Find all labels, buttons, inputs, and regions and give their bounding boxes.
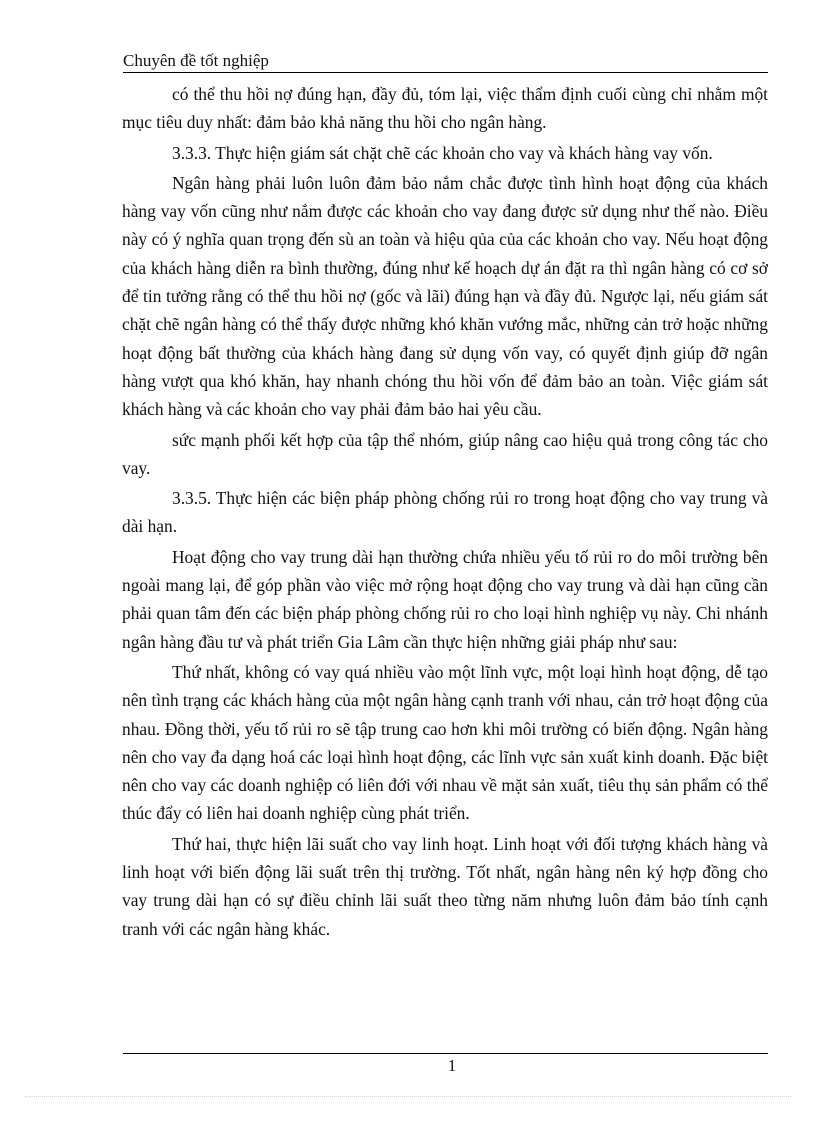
footer-divider	[123, 1053, 768, 1054]
paragraph-intro-continuation: có thể thu hồi nợ đúng hạn, đầy đủ, tóm lại, việc thẩm định cuối cùng chỉ nhằm một mục tiêu duy nhất: đảm bảo khả năng thu hồi cho ngân hàng.	[122, 84, 768, 133]
section-heading-3-3-5: 3.3.5. Thực hiện các biện pháp phòng chống rủi ro trong hoạt động cho vay trung và dài hạn.	[122, 488, 768, 537]
paragraph-monitoring: Ngân hàng phải luôn luôn đảm bảo nắm chắc được tình hình hoạt động của khách hàng vay vốn cũng như nắm được các khoản cho vay đang được sử dụng như thế nào. Điều này có ý nghĩa quan trọng đến sù an toàn và hiệu qủa của các khoản cho vay. Nếu hoạt động của khách hàng diễn ra bình thường, đúng như kế hoạch dự án đặt ra thì ngân hàng có cơ sở để tin tưởng rằng có thể thu hồi nợ (gốc và lãi) đúng hạn và đầy đủ. Ngược lại, nếu giám sát chặt chẽ ngân hàng có thể thấy được những khó khăn vướng mắc, những cản trở hoặc những hoạt động bất thường của khách hàng đang sử dụng vốn vay, có quyết định giúp đỡ ngân hàng vượt qua khó khăn, hay nhanh chóng thu hồi vốn để đảm bảo an toàn. Việc giám sát khách hàng và các khoản cho vay phải đảm bảo hai yêu cầu.	[122, 172, 768, 420]
header-title: Chuyên đề tốt nghiệp	[123, 51, 269, 70]
page-number: 1	[447, 1056, 457, 1075]
page-edge-divider	[25, 1096, 791, 1097]
paragraph-teamwork: sức mạnh phối kết hợp của tập thể nhóm, giúp nâng cao hiệu quả trong công tác cho vay.	[122, 429, 768, 478]
document-body	[122, 80, 768, 945]
paragraph-first-measure: Thứ nhất, không có vay quá nhiều vào một lĩnh vực, một loại hình hoạt động, dễ tạo nên tình trạng các khách hàng của một ngân hàng cạnh tranh với nhau, cản trở hoạt động của nhau. Đồng thời, yếu tố rủi ro sẽ tập trung cao hơn khi môi trường có biến động. Ngân hàng nên cho vay đa dạng hoá các loại hình hoạt động, các lĩnh vực sản xuất kinh doanh. Đặc biệt nên cho vay các doanh nghiệp có liên đới với nhau về mặt sản xuất, tiêu thụ sản phẩm có thể thúc đẩy có liên hai doanh nghiệp cùng phát triển.	[122, 661, 768, 824]
section-heading-3-3-3: 3.3.3. Thực hiện giám sát chặt chẽ các khoản cho vay và khách hàng vay vốn.	[172, 142, 713, 163]
paragraph-second-measure: Thứ hai, thực hiện lãi suất cho vay linh hoạt. Linh hoạt với đối tượng khách hàng và linh hoạt với biến động lãi suất trên thị trường. Tốt nhất, ngân hàng nên ký hợp đồng cho vay trung dài hạn có sự điều chỉnh lãi suất theo từng năm nhưng luôn đảm bảo tính cạnh tranh với các ngân hàng khác.	[122, 833, 768, 939]
paragraph-risk-overview: Hoạt động cho vay trung dài hạn thường chứa nhiều yếu tố rủi ro do môi trường bên ngoài mang lại, để góp phần vào việc mở rộng hoạt động cho vay trung và dài hạn cũng cần phải quan tâm đến các biện pháp phòng chống rủi ro cho loại hình nghiệp vụ này. Chi nhánh ngân hàng đầu tư và phát triển Gia Lâm cần thực hiện những giải pháp như sau:	[122, 546, 768, 652]
page-header	[123, 50, 768, 73]
